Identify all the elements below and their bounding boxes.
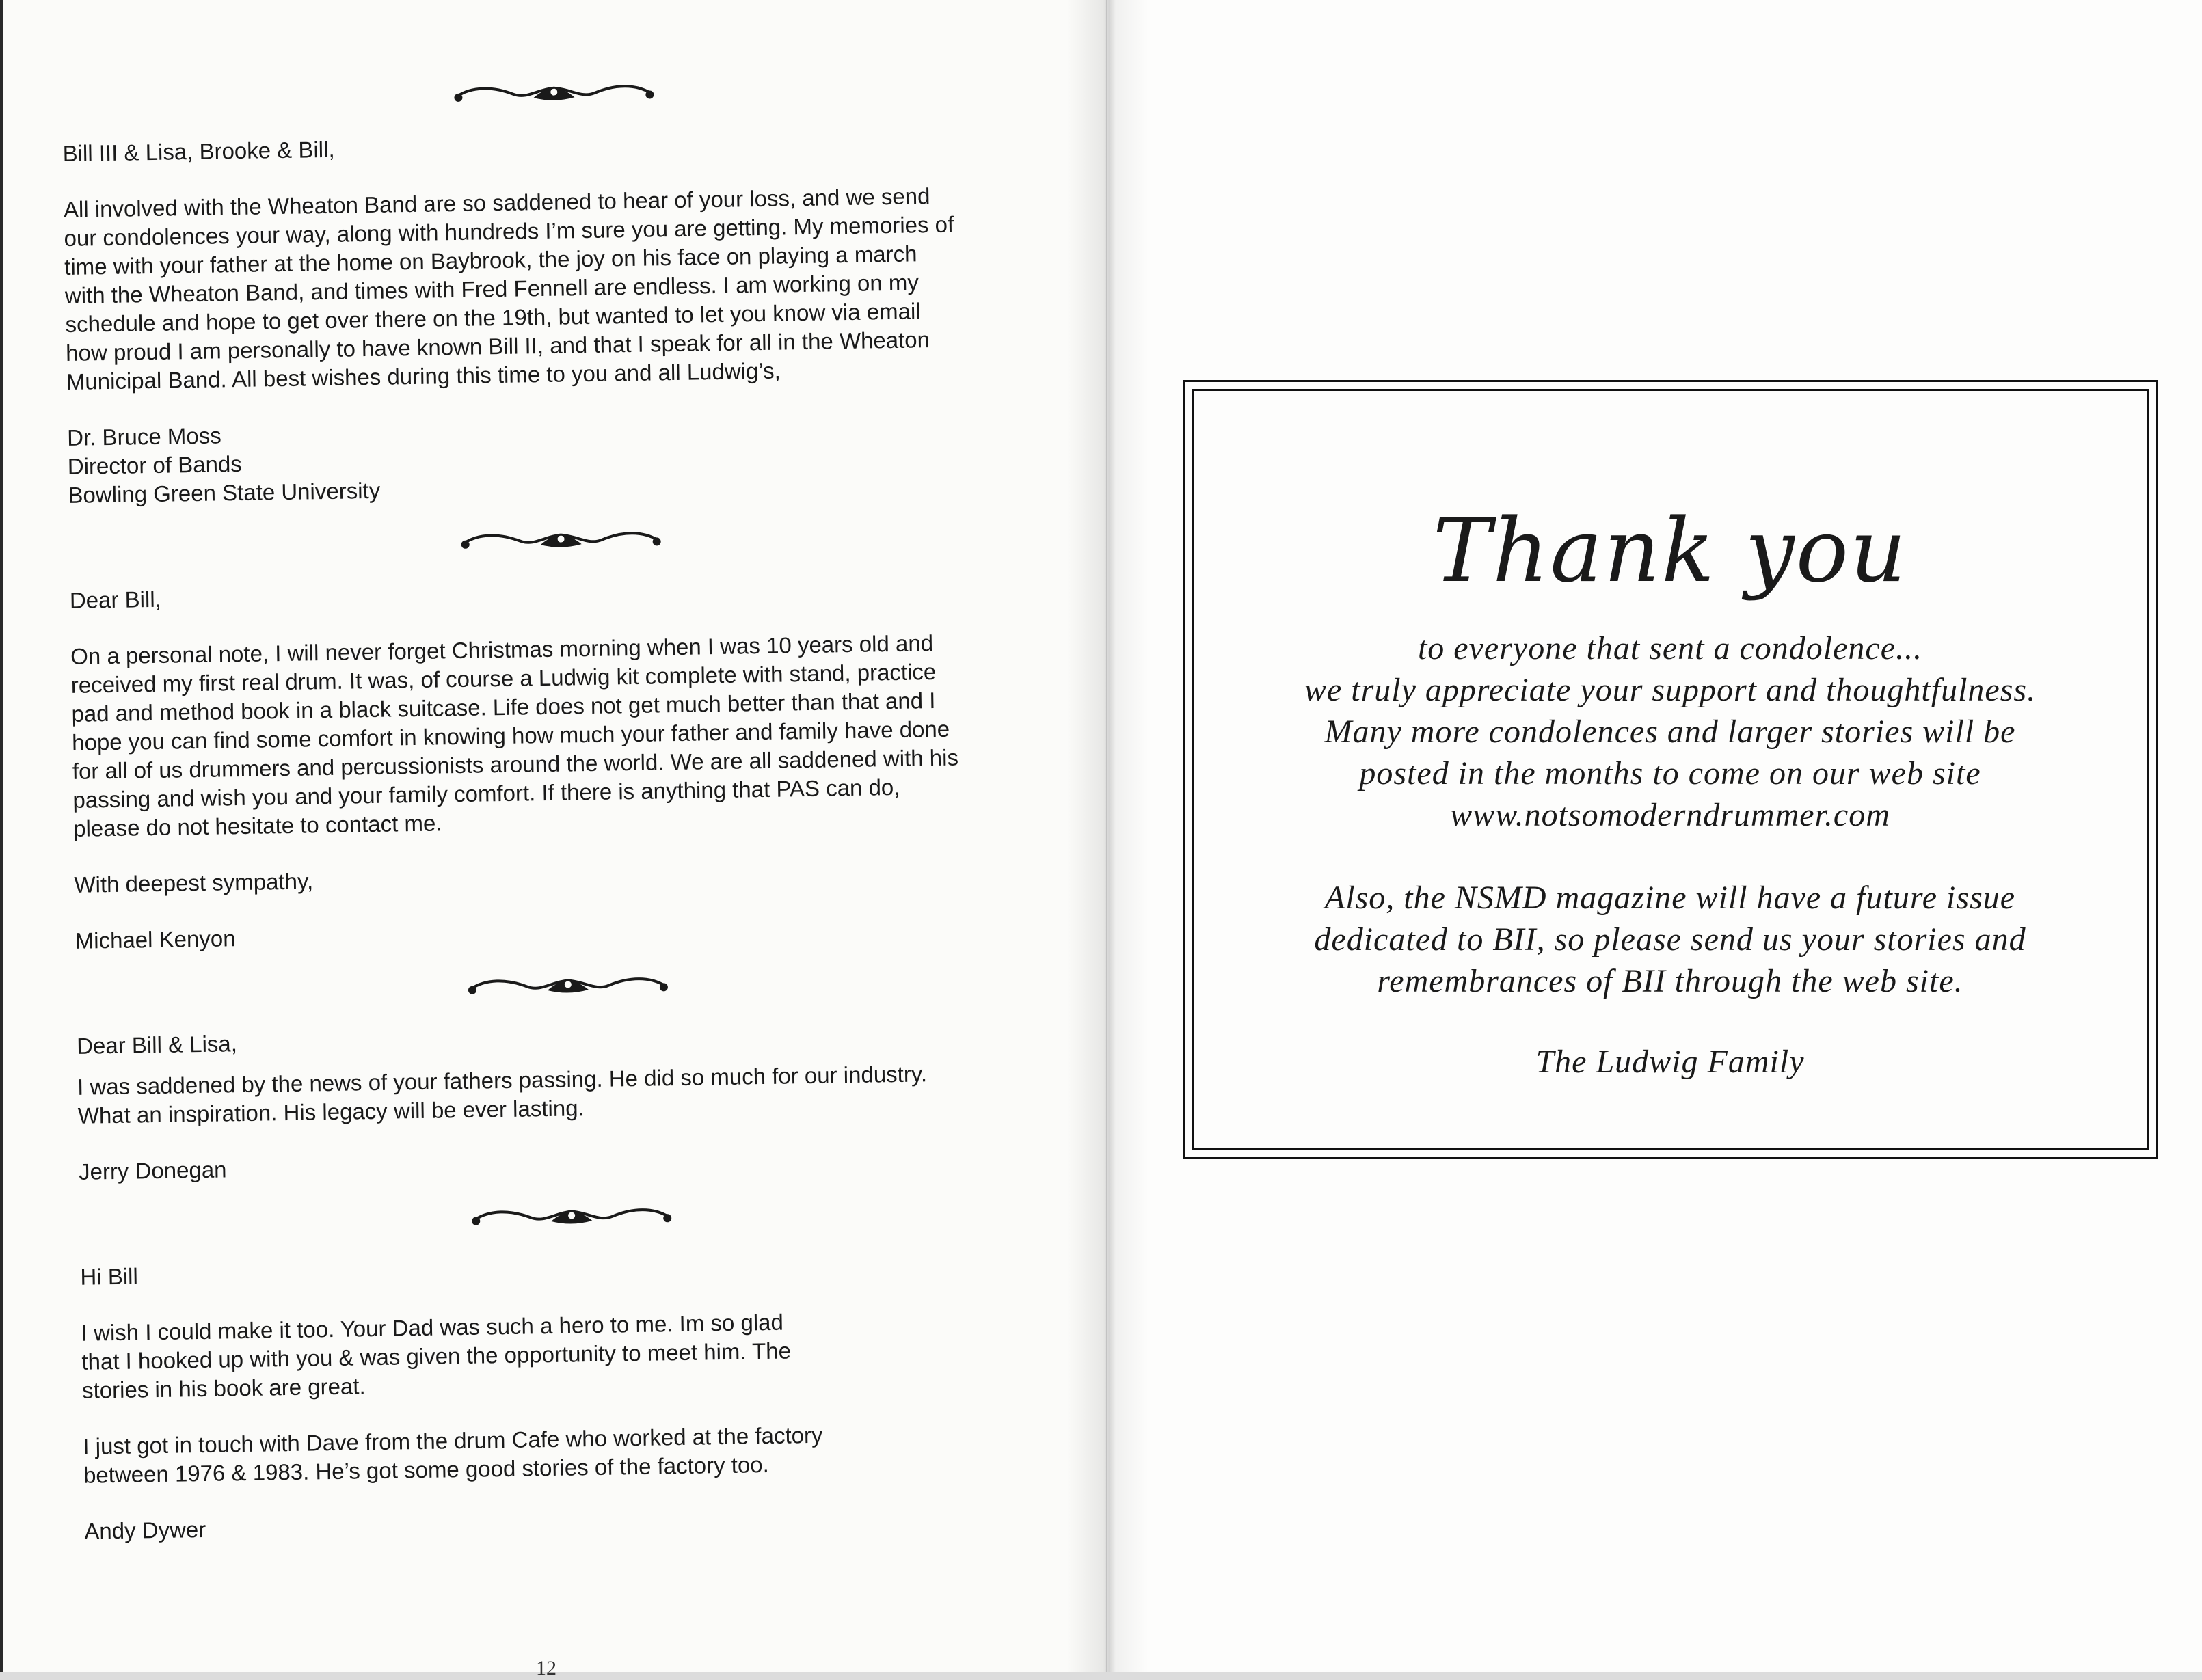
letter-line: I just got in touch with Dave from the drum Cafe who worked at the factory [83,1422,823,1459]
letter-2-body [70,627,1058,843]
letter-line: how proud I am personally to have known Bill II, and that I speak for all in the Wheaton [65,327,930,366]
flourish-icon [458,528,663,554]
ornament-divider [79,1198,1064,1238]
page-number: 12 [536,1657,556,1679]
letter-2-salutation: Dear Bill, [69,586,162,613]
thank-you-message [1194,627,2147,1002]
letter-line: What an inspiration. His legacy will be ever lasting. [77,1095,585,1128]
thank-you-frame [1183,380,2158,1159]
website-url: www.notsomoderndrummer.com [1450,797,1890,833]
letter-line: schedule and hope to get over there on the 19th, but wanted to let you know via email [65,298,921,337]
letter-line: for all of us drummers and percussionists around the world. We are all saddened with his [72,744,959,784]
ornament-divider [62,74,1046,115]
letter-line: I wish I could make it too. Your Dad was such a hero to me. Im so glad [81,1309,784,1346]
signature-line: Dr. Bruce Moss [66,422,222,450]
letter-line: with the Wheaton Band, and times with Fred Fennell are endless. I am working on my [64,269,919,308]
letter-1-body [64,180,1051,396]
letter-line: our condolences your way, along with hundreds I’m sure you are getting. My memories of [64,211,954,251]
signature-line: Bowling Green State University [68,477,381,508]
message-line: remembrances of BII through the web site. [1377,963,1963,999]
signature-line: Director of Bands [67,450,243,479]
flourish-icon [469,1204,674,1231]
message-line: posted in the months to come on our web site [1359,755,1981,791]
letter-line: that I hooked up with you & was given the opportunity to meet him. The [81,1338,792,1374]
message-line: dedicated to BII, so please send us your stories and [1314,921,2026,958]
condolence-letters [62,66,1069,1573]
ornament-divider [76,967,1060,1007]
flourish-icon [451,81,656,107]
letter-line: time with your father at the home on Baybrook, the joy on his face on playing a march [64,241,917,280]
message-line: we truly appreciate your support and thoughtfulness. [1304,672,2037,708]
letter-2-closing: With deepest sympathy, [74,868,314,897]
letter-4-body [81,1303,1066,1405]
letter-line: please do not hesitate to contact me. [72,810,442,841]
thank-you-heading: Thank you [1432,500,1908,602]
letter-line: hope you can find some comfort in knowing how much your father and family have done [71,716,950,755]
letter-3-body [77,1057,1062,1130]
letter-line: pad and method book in a black suitcase. Life does not get much better than that and I [71,688,936,727]
book-gutter [1066,0,1149,1672]
ornament-divider [68,521,1053,562]
letter-line: All involved with the Wheaton Band are so saddened to hear of your loss, and we send [63,183,930,222]
message-line: Also, the NSMD magazine will have a future issue [1324,880,2016,916]
message-line: to everyone that sent a condolence... [1417,630,1923,666]
letter-2-signature: Michael Kenyon [75,925,236,953]
letter-line: stories in his book are great. [81,1373,366,1403]
spacer [1194,836,2147,877]
thank-you-inner-frame [1192,389,2149,1150]
letter-line: I was saddened by the news of your fathers passing. He did so much for our industry. [77,1061,928,1100]
message-line: Many more condolences and larger stories will be [1324,714,2016,750]
letter-4-signature: Andy Dywer [84,1516,206,1544]
letter-4-body-2 [83,1417,1068,1490]
letter-line: between 1976 & 1983. He’s got some good stories of the factory too. [83,1451,770,1488]
letter-line: On a personal note, I will never forget Christmas morning when I was 10 years old and [70,630,934,669]
letter-3-salutation: Dear Bill & Lisa, [76,1031,238,1059]
letter-3-signature: Jerry Donegan [78,1156,227,1184]
letter-line: received my first real drum. It was, of course a Ludwig kit complete with stand, practice [70,659,937,698]
letter-1-salutation: Bill III & Lisa, Brooke & Bill, [62,136,335,166]
letter-line: Municipal Band. All best wishes during this time to you and all Ludwig’s, [66,357,781,394]
family-signature: The Ludwig Family [1535,1044,1805,1080]
flourish-icon [466,973,671,1000]
letter-line: passing and wish you and your family comfort. If there is anything that PAS can do, [72,774,900,813]
letter-4-salutation: Hi Bill [80,1263,139,1290]
letter-1-signature [67,408,1053,510]
